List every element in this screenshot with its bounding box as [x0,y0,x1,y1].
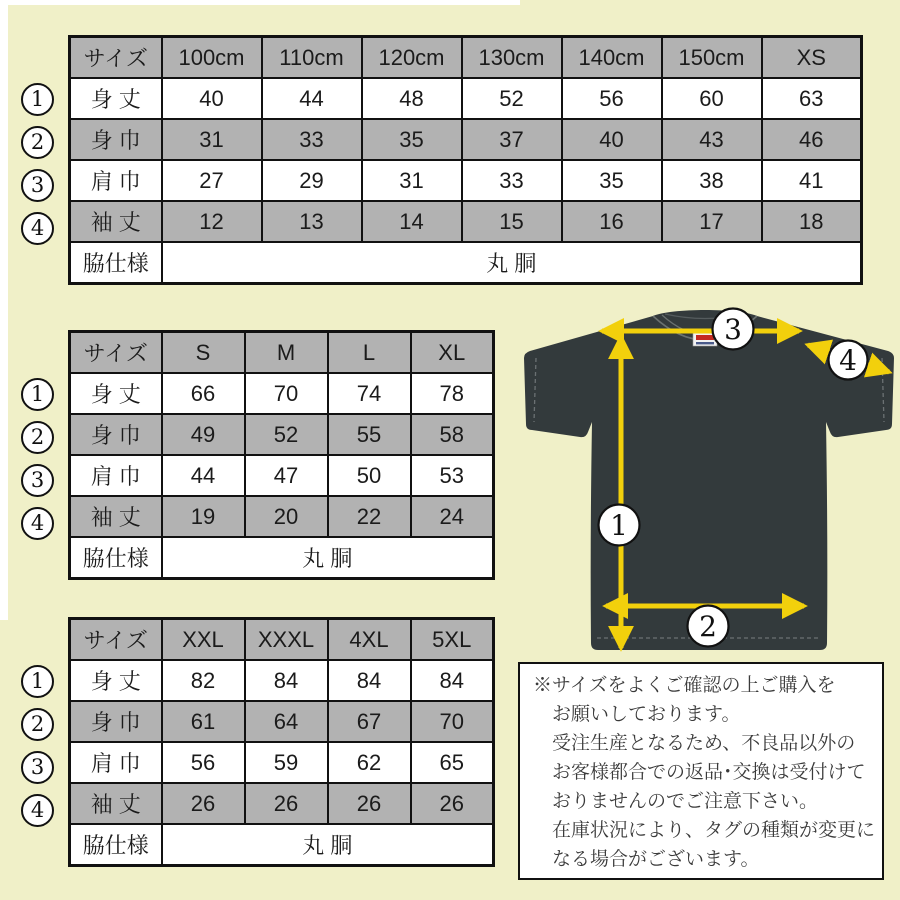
table-cell: 38 [662,160,762,201]
notice-line: 受注生産となるため、不良品以外の [552,733,856,754]
table-cell: 17 [662,201,762,242]
svg-text:2: 2 [699,610,717,643]
size-table [68,330,495,580]
table-cell: 33 [462,160,562,201]
table-cell: 31 [362,160,462,201]
table-cell: 62 [328,742,411,783]
size-table-s-xl [21,330,495,580]
table-cell: 40 [162,78,262,119]
table-cell: 56 [162,742,245,783]
footer-label: 脇仕様 [70,824,162,866]
table-cell: 44 [262,78,362,119]
table-cell: 37 [462,119,562,160]
table-cell: 47 [245,455,328,496]
table-cell: 58 [411,414,494,455]
table-row [70,160,862,201]
table-cell: 84 [411,660,494,701]
row-number-marker: 2 [21,708,54,741]
table-cell: 31 [162,119,262,160]
table-cell: 64 [245,701,328,742]
marker-body-length [599,505,640,546]
row-number-marker: 2 [21,421,54,454]
column-header: 110cm [262,37,362,79]
table-row [70,455,494,496]
table-cell: 84 [245,660,328,701]
table-cell: 16 [562,201,662,242]
image-edge-left [0,0,8,620]
table-cell: 13 [262,201,362,242]
notice-line: おりませんのでご注意下さい。 [552,791,819,812]
tshirt-measurement-diagram [505,306,900,660]
table-cell: 56 [562,78,662,119]
row-label: 肩 巾 [70,455,162,496]
table-row [70,660,494,701]
column-header: S [162,332,245,374]
table-cell: 59 [245,742,328,783]
table-cell: 52 [245,414,328,455]
table-cell: 35 [562,160,662,201]
column-header: M [245,332,328,374]
table-cell: 70 [411,701,494,742]
row-number-marker: 1 [21,378,54,411]
table-cell: 46 [762,119,862,160]
column-header: 130cm [462,37,562,79]
footer-label: 脇仕様 [70,537,162,579]
table-cell: 26 [162,783,245,824]
footer-value: 丸 胴 [162,242,862,284]
notice-line: なる場合がございます。 [552,849,760,870]
table-cell: 41 [762,160,862,201]
row-label: 身 丈 [70,660,162,701]
table-row [70,783,494,824]
table-header-row [70,332,494,374]
marker-sleeve-length [829,341,868,380]
marker-shoulder-width [713,309,754,350]
row-label: 袖 丈 [70,496,162,537]
table-cell: 19 [162,496,245,537]
column-header: 140cm [562,37,662,79]
table-cell: 65 [411,742,494,783]
table-cell: 48 [362,78,462,119]
row-number-marker: 4 [21,507,54,540]
column-header: 120cm [362,37,462,79]
table-cell: 66 [162,373,245,414]
row-label: 身 巾 [70,414,162,455]
table-cell: 78 [411,373,494,414]
table-cell: 63 [762,78,862,119]
svg-text:4: 4 [839,344,857,377]
table-header-row [70,37,862,79]
row-label: 身 丈 [70,373,162,414]
table-cell: 27 [162,160,262,201]
column-header: XS [762,37,862,79]
table-cell: 40 [562,119,662,160]
row-number-marker: 2 [21,126,54,159]
column-header: 4XL [328,619,411,661]
table-cell: 67 [328,701,411,742]
notice-line: 在庫状況により、タグの種類が変更に [552,820,876,841]
table-cell: 22 [328,496,411,537]
image-edge-top [0,0,520,5]
table-cell: 26 [245,783,328,824]
table-cell: 26 [411,783,494,824]
table-row [70,373,494,414]
row-number-marker: 3 [21,751,54,784]
table-cell: 44 [162,455,245,496]
row-label: 肩 巾 [70,160,162,201]
size-table [68,617,495,867]
table-cell: 50 [328,455,411,496]
size-label-header: サイズ [70,619,162,661]
table-row [70,201,862,242]
column-header: L [328,332,411,374]
table-cell: 20 [245,496,328,537]
svg-text:3: 3 [724,313,742,346]
row-number-marker: 3 [21,169,54,202]
table-cell: 18 [762,201,862,242]
table-cell: 60 [662,78,762,119]
size-table-kids-100-150-xs [21,35,863,285]
table-cell: 43 [662,119,762,160]
row-label: 身 巾 [70,701,162,742]
size-label-header: サイズ [70,37,162,79]
row-label: 袖 丈 [70,201,162,242]
column-header: XXXL [245,619,328,661]
size-table [68,35,863,285]
row-number-marker: 1 [21,665,54,698]
table-row [70,701,494,742]
notice-line: お客様都合での返品･交換は受付けて [552,762,866,783]
table-cell: 26 [328,783,411,824]
svg-text:1: 1 [610,509,628,542]
table-row [70,742,494,783]
size-table-xxl-5xl [21,617,495,867]
table-row [70,119,862,160]
table-cell: 15 [462,201,562,242]
footer-label: 脇仕様 [70,242,162,284]
table-cell: 24 [411,496,494,537]
table-cell: 12 [162,201,262,242]
table-cell: 70 [245,373,328,414]
column-header: XL [411,332,494,374]
notice-line: お願いしております。 [552,704,741,725]
table-cell: 49 [162,414,245,455]
table-footer-row [70,537,494,579]
table-footer-row [70,242,862,284]
table-row [70,496,494,537]
footer-value: 丸 胴 [162,824,494,866]
marker-body-width [688,606,729,647]
notice-line: ※サイズをよくご確認の上ご購入を [533,675,836,696]
row-number-marker: 3 [21,464,54,497]
row-label: 身 丈 [70,78,162,119]
table-cell: 55 [328,414,411,455]
row-label: 肩 巾 [70,742,162,783]
table-cell: 52 [462,78,562,119]
row-label: 袖 丈 [70,783,162,824]
table-cell: 29 [262,160,362,201]
column-header: XXL [162,619,245,661]
table-cell: 33 [262,119,362,160]
column-header: 100cm [162,37,262,79]
row-number-marker: 4 [21,212,54,245]
row-number-marker: 4 [21,794,54,827]
table-cell: 74 [328,373,411,414]
table-header-row [70,619,494,661]
table-cell: 61 [162,701,245,742]
table-cell: 14 [362,201,462,242]
footer-value: 丸 胴 [162,537,494,579]
column-header: 150cm [662,37,762,79]
table-cell: 82 [162,660,245,701]
table-row [70,414,494,455]
row-number-marker: 1 [21,83,54,116]
row-label: 身 巾 [70,119,162,160]
column-header: 5XL [411,619,494,661]
table-row [70,78,862,119]
size-label-header: サイズ [70,332,162,374]
table-footer-row [70,824,494,866]
table-cell: 84 [328,660,411,701]
table-cell: 53 [411,455,494,496]
notice-box [518,662,884,880]
table-cell: 35 [362,119,462,160]
